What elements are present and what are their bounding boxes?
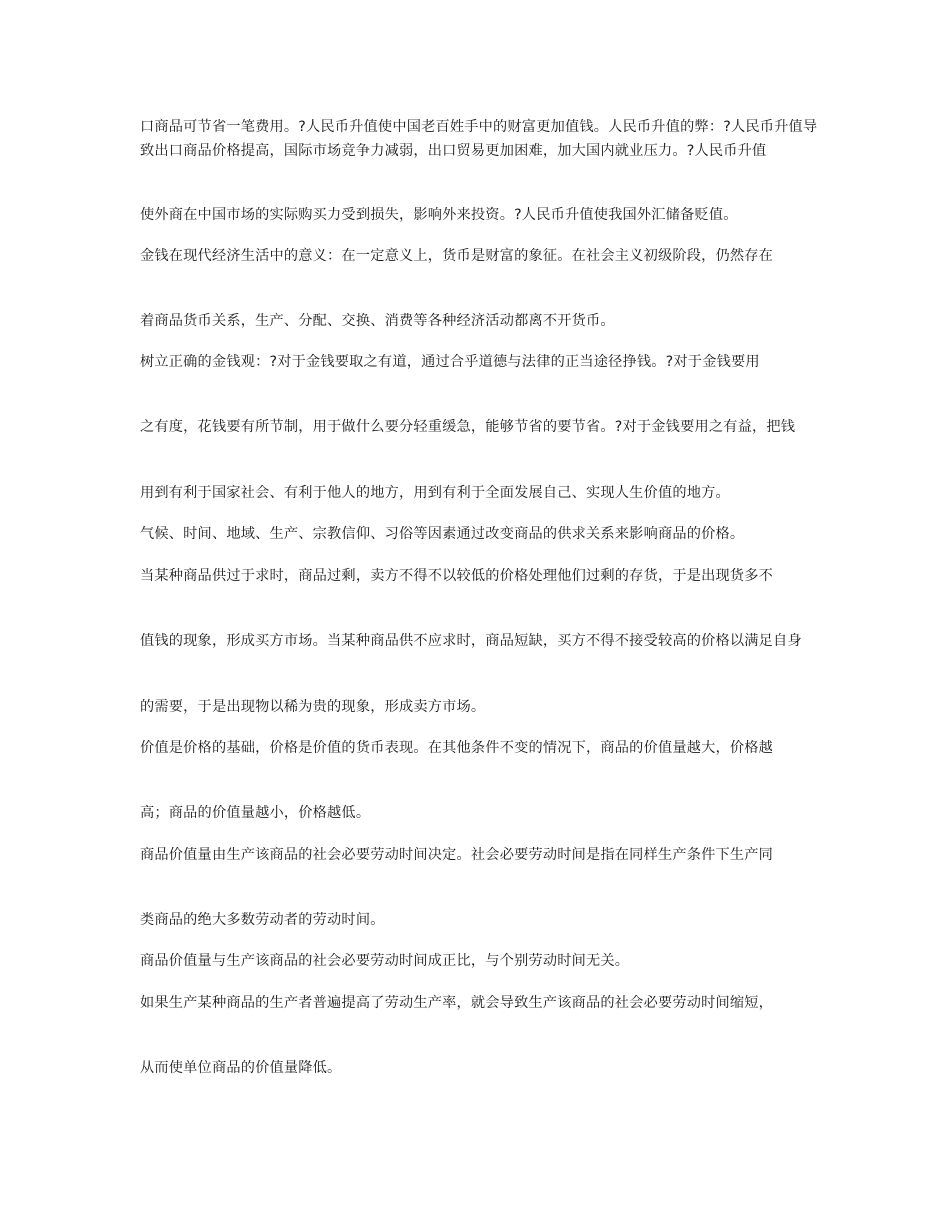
paragraph: 之有度，花钱要有所节制，用于做什么要分轻重缓急，能够节省的要节省。?对于金钱要用之有益，把钱: [140, 419, 796, 435]
paragraph: 气候、时间、地域、生产、宗教信仰、习俗等因素通过改变商品的供求关系来影响商品的价格。: [140, 526, 745, 542]
paragraph: 商品价值量与生产该商品的社会必要劳动时间成正比，与个别劳动时间无关。: [140, 953, 630, 969]
paragraph: 树立正确的金钱观：?对于金钱要取之有道，通过合乎道德与法律的正当途径挣钱。?对于金钱要用: [140, 354, 760, 370]
paragraph: 金钱在现代经济生活中的意义：在一定意义上，货币是财富的象征。在社会主义初级阶段，仍然存在: [140, 248, 774, 264]
paragraph: 用到有利于国家社会、有利于他人的地方，用到有利于全面发展自己、实现人生价值的地方。: [140, 485, 730, 501]
paragraph: 类商品的绝大多数劳动者的劳动时间。: [140, 912, 385, 928]
paragraph: 价值是价格的基础，价格是价值的货币表现。在其他条件不变的情况下，商品的价值量越大，价格越: [140, 740, 774, 756]
paragraph: 着商品货币关系，生产、分配、交换、消费等各种经济活动都离不开货币。: [140, 313, 615, 329]
paragraph: 值钱的现象，形成买方市场。当某种商品供不应求时，商品短缺，买方不得不接受较高的价格以满足自身: [140, 633, 802, 649]
paragraph: 如果生产某种商品的生产者普遍提高了劳动生产率，就会导致生产该商品的社会必要劳动时间缩短，: [140, 995, 774, 1011]
paragraph: 商品价值量由生产该商品的社会必要劳动时间决定。社会必要劳动时间是指在同样生产条件下生产同: [140, 847, 774, 863]
paragraph: 口商品可节省一笔费用。?人民币升值使中国老百姓手中的财富更加值钱。人民币升值的弊：?人民币升值导致出口商品价格提高，国际市场竞争力减弱，出口贸易更加困难，加大国内就业压力。?人民币升值: [140, 119, 818, 159]
paragraph: 的需要，于是出现物以稀为贵的现象，形成卖方市场。: [140, 699, 486, 715]
paragraph: 高；商品的价值量越小，价格越低。: [140, 805, 371, 821]
paragraph: 当某种商品供过于求时，商品过剩，卖方不得不以较低的价格处理他们过剩的存货，于是出现货多不: [140, 568, 774, 584]
paragraph: 使外商在中国市场的实际购买力受到损失，影响外来投资。?人民币升值使我国外汇储备贬值。: [140, 207, 738, 223]
paragraph: 从而使单位商品的价值量降低。: [140, 1060, 342, 1076]
